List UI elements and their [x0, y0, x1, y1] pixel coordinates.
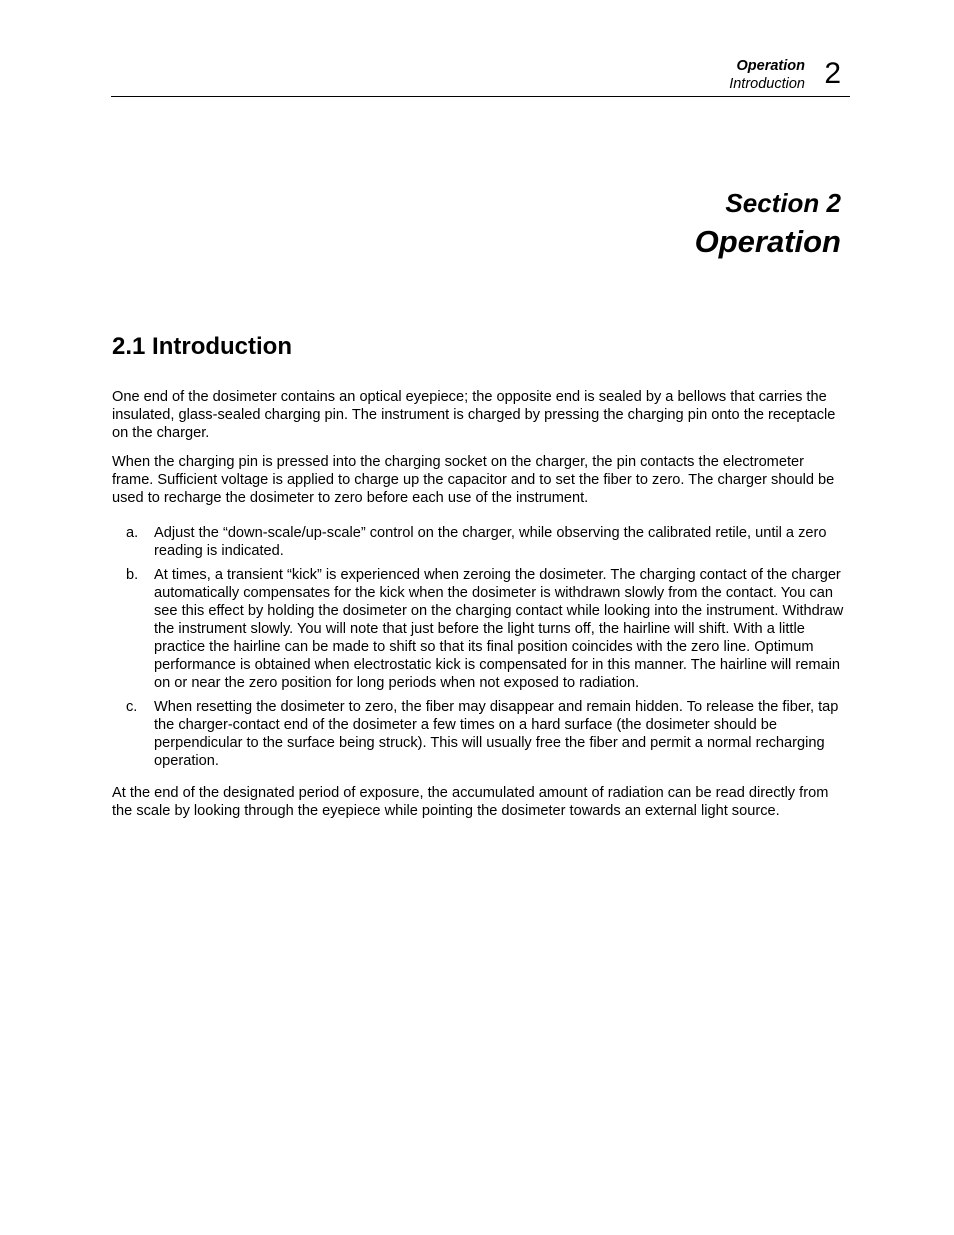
procedure-list: [112, 524, 847, 770]
section-heading: [695, 186, 841, 264]
list-marker: c.: [126, 699, 138, 715]
chapter-number: 2: [824, 57, 841, 90]
section-title: Operation: [694, 224, 841, 259]
section-label: Section 2: [725, 188, 841, 218]
list-item-text: At times, a transient “kick” is experienced when zeroing the dosimeter. The charging contact of the charger automatically compensates for the kick when the dosimeter is withdrawn slowly from the contact. You can see this effect by holding the dosimeter on the charging contact while looking into the instrument. Withdraw the instrument slowly. You will note that just before the light turns off, the hairline will shift. With a little practice the hairline can be made to shift so that its final position coincides with the zero line. Optimum performance is obtained when electrostatic kick is compensated for in this manner. The hairline will remain on or near the zero position for long periods when not exposed to radiation.: [154, 567, 844, 691]
header-title: Operation: [736, 58, 805, 74]
list-item: [112, 698, 847, 770]
list-item: [112, 524, 847, 560]
list-item-text: When resetting the dosimeter to zero, the fiber may disappear and remain hidden. To release the fiber, tap the charger-contact end of the dosimeter a few times on a hard surface (the dosimeter should be perpendicular to the surface being struck). This will usually free the fiber and permit a normal recharging operation.: [154, 699, 839, 769]
intro-paragraph-1: One end of the dosimeter contains an optical eyepiece; the opposite end is sealed by a bellows that carries the insulated, glass-sealed charging pin. The instrument is charged by pressing the charging pin onto the receptacle on the charger.: [112, 389, 836, 441]
page-content: [112, 331, 847, 831]
list-marker: b.: [126, 567, 139, 583]
header-text: [729, 57, 805, 93]
intro-paragraph-2: When the charging pin is pressed into the charging socket on the charger, the pin contacts the electrometer frame. Sufficient voltage is applied to charge up the capacitor and to set the fiber to zero. The charger should be used to recharge the dosimeter to zero before each use of the instrument.: [112, 454, 835, 506]
intro-heading: 2.1 Introduction: [112, 333, 292, 360]
closing-paragraph: At the end of the designated period of exposure, the accumulated amount of radiation can be read directly from the scale by looking through the eyepiece while pointing the dosimeter towards an external light source.: [112, 785, 829, 819]
list-item-text: Adjust the “down-scale/up-scale” control on the charger, while observing the calibrated retile, until a zero reading is indicated.: [154, 525, 827, 559]
header-subtitle: Introduction: [729, 76, 805, 92]
list-item: [112, 566, 847, 692]
page-header: [111, 56, 850, 97]
list-marker: a.: [126, 525, 139, 541]
